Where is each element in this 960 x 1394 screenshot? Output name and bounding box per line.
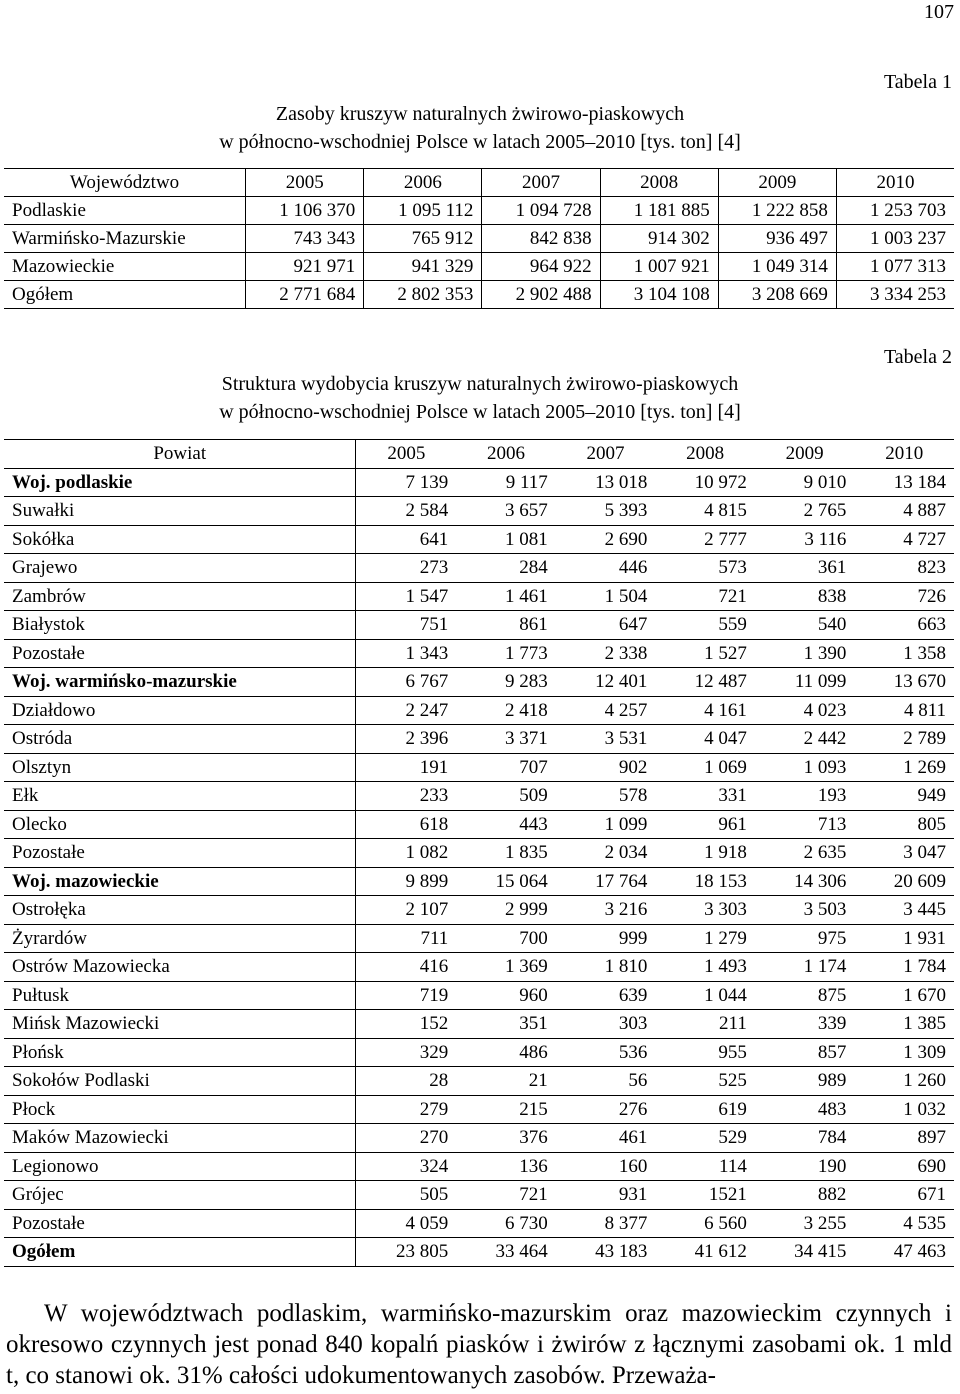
value-cell: 4 811 [854, 696, 954, 725]
value-cell: 619 [655, 1095, 755, 1124]
value-cell: 3 303 [655, 896, 755, 925]
value-cell: 303 [556, 1010, 656, 1039]
value-cell: 331 [655, 782, 755, 811]
table1-header-cell: 2008 [600, 169, 718, 197]
row-label-cell: Olecko [4, 810, 356, 839]
value-cell: 1 835 [456, 839, 556, 868]
value-cell: 765 912 [364, 225, 482, 253]
value-cell: 3 531 [556, 725, 656, 754]
row-label-cell: Pozostałe [4, 839, 356, 868]
value-cell: 4 257 [556, 696, 656, 725]
value-cell: 647 [556, 611, 656, 640]
value-cell: 3 116 [755, 525, 855, 554]
value-cell: 2 999 [456, 896, 556, 925]
table-row [4, 582, 954, 611]
row-label-cell: Woj. podlaskie [4, 468, 356, 497]
value-cell: 751 [356, 611, 456, 640]
table-row [4, 225, 954, 253]
table-row [4, 753, 954, 782]
value-cell: 4 161 [655, 696, 755, 725]
value-cell: 921 971 [246, 253, 364, 281]
value-cell: 721 [655, 582, 755, 611]
table-row [4, 611, 954, 640]
value-cell: 1 670 [854, 981, 954, 1010]
row-label-cell: Woj. mazowieckie [4, 867, 356, 896]
value-cell: 1 461 [456, 582, 556, 611]
value-cell: 1 099 [556, 810, 656, 839]
table1-caption-line-2: w północno-wschodniej Polsce w latach 2005–2010 [tys. ton] [4] [219, 131, 741, 153]
value-cell: 960 [456, 981, 556, 1010]
table-row [4, 725, 954, 754]
value-cell: 690 [854, 1152, 954, 1181]
row-label-cell: Podlaskie [4, 197, 246, 225]
table-row [4, 867, 954, 896]
table1-header-cell: 2005 [246, 169, 364, 197]
table2-header-cell: 2008 [655, 440, 755, 469]
table2-header-cell: Powiat [4, 440, 356, 469]
value-cell: 339 [755, 1010, 855, 1039]
row-label-cell: Płońsk [4, 1038, 356, 1067]
table1-header-cell: 2010 [836, 169, 954, 197]
value-cell: 2 802 353 [364, 281, 482, 309]
value-cell: 1 253 703 [836, 197, 954, 225]
row-label-cell: Legionowo [4, 1152, 356, 1181]
value-cell: 784 [755, 1124, 855, 1153]
table-row [4, 1238, 954, 1267]
value-cell: 1 174 [755, 953, 855, 982]
body-paragraph: W województwach podlaskim, warmińsko-mazurskim oraz mazowieckim czynnych i okresowo czynnych jest ponad 840 kopalń piasków i żwirów z łącznymi zasobami ok. 1 mld t, co stanowi ok. 31% całości udokumentowanych zasobów. Przeważa- [6, 1300, 952, 1389]
value-cell: 700 [456, 924, 556, 953]
value-cell: 1 918 [655, 839, 755, 868]
value-cell: 573 [655, 554, 755, 583]
value-cell: 47 463 [854, 1238, 954, 1267]
value-cell: 713 [755, 810, 855, 839]
value-cell: 3 445 [854, 896, 954, 925]
value-cell: 639 [556, 981, 656, 1010]
value-cell: 882 [755, 1181, 855, 1210]
table-row [4, 953, 954, 982]
value-cell: 10 972 [655, 468, 755, 497]
row-label-cell: Woj. warmińsko-mazurskie [4, 668, 356, 697]
value-cell: 1 269 [854, 753, 954, 782]
value-cell: 6 767 [356, 668, 456, 697]
value-cell: 1 082 [356, 839, 456, 868]
value-cell: 1 106 370 [246, 197, 364, 225]
value-cell: 1 007 921 [600, 253, 718, 281]
value-cell: 9 899 [356, 867, 456, 896]
row-label-cell: Maków Mazowiecki [4, 1124, 356, 1153]
value-cell: 2 107 [356, 896, 456, 925]
value-cell: 56 [556, 1067, 656, 1096]
value-cell: 351 [456, 1010, 556, 1039]
row-label-cell: Pułtusk [4, 981, 356, 1010]
value-cell: 949 [854, 782, 954, 811]
table-row [4, 1181, 954, 1210]
row-label-cell: Ogółem [4, 1238, 356, 1267]
value-cell: 805 [854, 810, 954, 839]
value-cell: 1 093 [755, 753, 855, 782]
value-cell: 14 306 [755, 867, 855, 896]
table-row [4, 896, 954, 925]
value-cell: 33 464 [456, 1238, 556, 1267]
row-label-cell: Płock [4, 1095, 356, 1124]
table2-header-cell: 2007 [556, 440, 656, 469]
value-cell: 2 771 684 [246, 281, 364, 309]
row-label-cell: Działdowo [4, 696, 356, 725]
value-cell: 1 369 [456, 953, 556, 982]
value-cell: 1 547 [356, 582, 456, 611]
value-cell: 641 [356, 525, 456, 554]
value-cell: 743 343 [246, 225, 364, 253]
row-label-cell: Ostrołęka [4, 896, 356, 925]
table1-header-cell: 2007 [482, 169, 600, 197]
table2-label: Tabela 2 [883, 346, 952, 368]
value-cell: 9 117 [456, 468, 556, 497]
value-cell: 1 032 [854, 1095, 954, 1124]
value-cell: 525 [655, 1067, 755, 1096]
value-cell: 3 104 108 [600, 281, 718, 309]
value-cell: 1 094 728 [482, 197, 600, 225]
table2-caption-line-2: w północno-wschodniej Polsce w latach 2005–2010 [tys. ton] [4] [219, 401, 741, 423]
value-cell: 955 [655, 1038, 755, 1067]
value-cell: 270 [356, 1124, 456, 1153]
table1-header-row [4, 169, 954, 197]
table1-header-cell: Województwo [4, 169, 246, 197]
value-cell: 2 418 [456, 696, 556, 725]
value-cell: 2 789 [854, 725, 954, 754]
value-cell: 721 [456, 1181, 556, 1210]
value-cell: 559 [655, 611, 755, 640]
value-cell: 1 390 [755, 639, 855, 668]
value-cell: 1 049 314 [718, 253, 836, 281]
value-cell: 136 [456, 1152, 556, 1181]
table-row [4, 197, 954, 225]
table2-header-cell: 2005 [356, 440, 456, 469]
value-cell: 1 077 313 [836, 253, 954, 281]
table2-header-cell: 2009 [755, 440, 855, 469]
table-row [4, 696, 954, 725]
row-label-cell: Pozostałe [4, 639, 356, 668]
value-cell: 329 [356, 1038, 456, 1067]
value-cell: 618 [356, 810, 456, 839]
value-cell: 416 [356, 953, 456, 982]
value-cell: 4 059 [356, 1209, 456, 1238]
value-cell: 3 334 253 [836, 281, 954, 309]
table-row [4, 981, 954, 1010]
value-cell: 936 497 [718, 225, 836, 253]
value-cell: 2 690 [556, 525, 656, 554]
value-cell: 2 777 [655, 525, 755, 554]
value-cell: 279 [356, 1095, 456, 1124]
value-cell: 3 047 [854, 839, 954, 868]
value-cell: 2 338 [556, 639, 656, 668]
value-cell: 1 222 858 [718, 197, 836, 225]
value-cell: 215 [456, 1095, 556, 1124]
table-row [4, 1124, 954, 1153]
row-label-cell: Suwałki [4, 497, 356, 526]
value-cell: 719 [356, 981, 456, 1010]
row-label-cell: Grajewo [4, 554, 356, 583]
value-cell: 8 377 [556, 1209, 656, 1238]
row-label-cell: Białystok [4, 611, 356, 640]
value-cell: 2 902 488 [482, 281, 600, 309]
value-cell: 41 612 [655, 1238, 755, 1267]
table-row [4, 525, 954, 554]
value-cell: 13 670 [854, 668, 954, 697]
table-row [4, 497, 954, 526]
table1-label: Tabela 1 [883, 71, 952, 93]
value-cell: 233 [356, 782, 456, 811]
value-cell: 1 358 [854, 639, 954, 668]
table2-header-cell: 2010 [854, 440, 954, 469]
value-cell: 975 [755, 924, 855, 953]
table1 [4, 168, 954, 309]
value-cell: 361 [755, 554, 855, 583]
value-cell: 34 415 [755, 1238, 855, 1267]
value-cell: 1521 [655, 1181, 755, 1210]
value-cell: 875 [755, 981, 855, 1010]
value-cell: 446 [556, 554, 656, 583]
row-label-cell: Ełk [4, 782, 356, 811]
value-cell: 152 [356, 1010, 456, 1039]
value-cell: 2 247 [356, 696, 456, 725]
table-row [4, 253, 954, 281]
value-cell: 2 396 [356, 725, 456, 754]
value-cell: 1 044 [655, 981, 755, 1010]
row-label-cell: Warmińsko-Mazurskie [4, 225, 246, 253]
value-cell: 1 493 [655, 953, 755, 982]
value-cell: 273 [356, 554, 456, 583]
value-cell: 443 [456, 810, 556, 839]
value-cell: 6 560 [655, 1209, 755, 1238]
value-cell: 12 487 [655, 668, 755, 697]
table-row [4, 782, 954, 811]
value-cell: 3 503 [755, 896, 855, 925]
table2-header-row [4, 440, 954, 469]
value-cell: 13 018 [556, 468, 656, 497]
table-row [4, 468, 954, 497]
value-cell: 711 [356, 924, 456, 953]
value-cell: 23 805 [356, 1238, 456, 1267]
value-cell: 902 [556, 753, 656, 782]
value-cell: 1 003 237 [836, 225, 954, 253]
value-cell: 461 [556, 1124, 656, 1153]
value-cell: 3 657 [456, 497, 556, 526]
value-cell: 7 139 [356, 468, 456, 497]
value-cell: 12 401 [556, 668, 656, 697]
row-label-cell: Ostróda [4, 725, 356, 754]
value-cell: 43 183 [556, 1238, 656, 1267]
value-cell: 536 [556, 1038, 656, 1067]
value-cell: 18 153 [655, 867, 755, 896]
value-cell: 3 371 [456, 725, 556, 754]
value-cell: 486 [456, 1038, 556, 1067]
value-cell: 914 302 [600, 225, 718, 253]
table-row [4, 1095, 954, 1124]
value-cell: 21 [456, 1067, 556, 1096]
value-cell: 1 931 [854, 924, 954, 953]
table-row [4, 639, 954, 668]
value-cell: 2 034 [556, 839, 656, 868]
row-label-cell: Olsztyn [4, 753, 356, 782]
value-cell: 191 [356, 753, 456, 782]
value-cell: 13 184 [854, 468, 954, 497]
value-cell: 160 [556, 1152, 656, 1181]
row-label-cell: Mińsk Mazowiecki [4, 1010, 356, 1039]
value-cell: 4 023 [755, 696, 855, 725]
value-cell: 1 343 [356, 639, 456, 668]
value-cell: 5 393 [556, 497, 656, 526]
value-cell: 1 810 [556, 953, 656, 982]
value-cell: 2 635 [755, 839, 855, 868]
value-cell: 1 279 [655, 924, 755, 953]
row-label-cell: Sokołów Podlaski [4, 1067, 356, 1096]
value-cell: 193 [755, 782, 855, 811]
value-cell: 1 527 [655, 639, 755, 668]
value-cell: 1 773 [456, 639, 556, 668]
value-cell: 961 [655, 810, 755, 839]
value-cell: 964 922 [482, 253, 600, 281]
value-cell: 578 [556, 782, 656, 811]
value-cell: 4 727 [854, 525, 954, 554]
value-cell: 9 010 [755, 468, 855, 497]
value-cell: 2 442 [755, 725, 855, 754]
value-cell: 324 [356, 1152, 456, 1181]
table1-header-cell: 2009 [718, 169, 836, 197]
value-cell: 3 208 669 [718, 281, 836, 309]
row-label-cell: Zambrów [4, 582, 356, 611]
value-cell: 1 095 112 [364, 197, 482, 225]
table-row [4, 1067, 954, 1096]
table2-caption [0, 370, 960, 426]
table1-header-cell: 2006 [364, 169, 482, 197]
value-cell: 931 [556, 1181, 656, 1210]
value-cell: 11 099 [755, 668, 855, 697]
value-cell: 1 784 [854, 953, 954, 982]
value-cell: 211 [655, 1010, 755, 1039]
value-cell: 15 064 [456, 867, 556, 896]
value-cell: 509 [456, 782, 556, 811]
value-cell: 2 765 [755, 497, 855, 526]
row-label-cell: Żyrardów [4, 924, 356, 953]
table-row [4, 668, 954, 697]
value-cell: 1 385 [854, 1010, 954, 1039]
value-cell: 838 [755, 582, 855, 611]
value-cell: 4 815 [655, 497, 755, 526]
value-cell: 505 [356, 1181, 456, 1210]
value-cell: 114 [655, 1152, 755, 1181]
value-cell: 9 283 [456, 668, 556, 697]
table-row [4, 839, 954, 868]
value-cell: 897 [854, 1124, 954, 1153]
value-cell: 1 260 [854, 1067, 954, 1096]
page-number: 107 [924, 1, 954, 23]
table2-header-cell: 2006 [456, 440, 556, 469]
value-cell: 6 730 [456, 1209, 556, 1238]
value-cell: 276 [556, 1095, 656, 1124]
table2 [4, 439, 954, 1267]
table-row [4, 1152, 954, 1181]
row-label-cell: Ostrów Mazowiecka [4, 953, 356, 982]
value-cell: 4 887 [854, 497, 954, 526]
value-cell: 28 [356, 1067, 456, 1096]
value-cell: 842 838 [482, 225, 600, 253]
value-cell: 1 069 [655, 753, 755, 782]
value-cell: 2 584 [356, 497, 456, 526]
table-row [4, 1010, 954, 1039]
value-cell: 1 309 [854, 1038, 954, 1067]
row-label-cell: Grójec [4, 1181, 356, 1210]
table2-caption-line-1: Struktura wydobycia kruszyw naturalnych żwirowo-piaskowych [221, 373, 739, 395]
value-cell: 4 047 [655, 725, 755, 754]
value-cell: 540 [755, 611, 855, 640]
value-cell: 17 764 [556, 867, 656, 896]
row-label-cell: Sokółka [4, 525, 356, 554]
value-cell: 3 216 [556, 896, 656, 925]
table-row [4, 554, 954, 583]
value-cell: 1 081 [456, 525, 556, 554]
value-cell: 529 [655, 1124, 755, 1153]
value-cell: 861 [456, 611, 556, 640]
value-cell: 190 [755, 1152, 855, 1181]
value-cell: 999 [556, 924, 656, 953]
value-cell: 857 [755, 1038, 855, 1067]
table-row [4, 924, 954, 953]
value-cell: 823 [854, 554, 954, 583]
value-cell: 4 535 [854, 1209, 954, 1238]
table-row [4, 810, 954, 839]
value-cell: 1 181 885 [600, 197, 718, 225]
value-cell: 483 [755, 1095, 855, 1124]
value-cell: 663 [854, 611, 954, 640]
value-cell: 284 [456, 554, 556, 583]
value-cell: 20 609 [854, 867, 954, 896]
value-cell: 1 504 [556, 582, 656, 611]
row-label-cell: Pozostałe [4, 1209, 356, 1238]
table-row [4, 1209, 954, 1238]
row-label-cell: Ogółem [4, 281, 246, 309]
value-cell: 989 [755, 1067, 855, 1096]
value-cell: 376 [456, 1124, 556, 1153]
table-row [4, 1038, 954, 1067]
value-cell: 3 255 [755, 1209, 855, 1238]
value-cell: 726 [854, 582, 954, 611]
table-row [4, 281, 954, 309]
table1-caption-line-1: Zasoby kruszyw naturalnych żwirowo-piaskowych [275, 103, 685, 125]
table1-caption [0, 100, 960, 156]
value-cell: 671 [854, 1181, 954, 1210]
row-label-cell: Mazowieckie [4, 253, 246, 281]
value-cell: 707 [456, 753, 556, 782]
value-cell: 941 329 [364, 253, 482, 281]
